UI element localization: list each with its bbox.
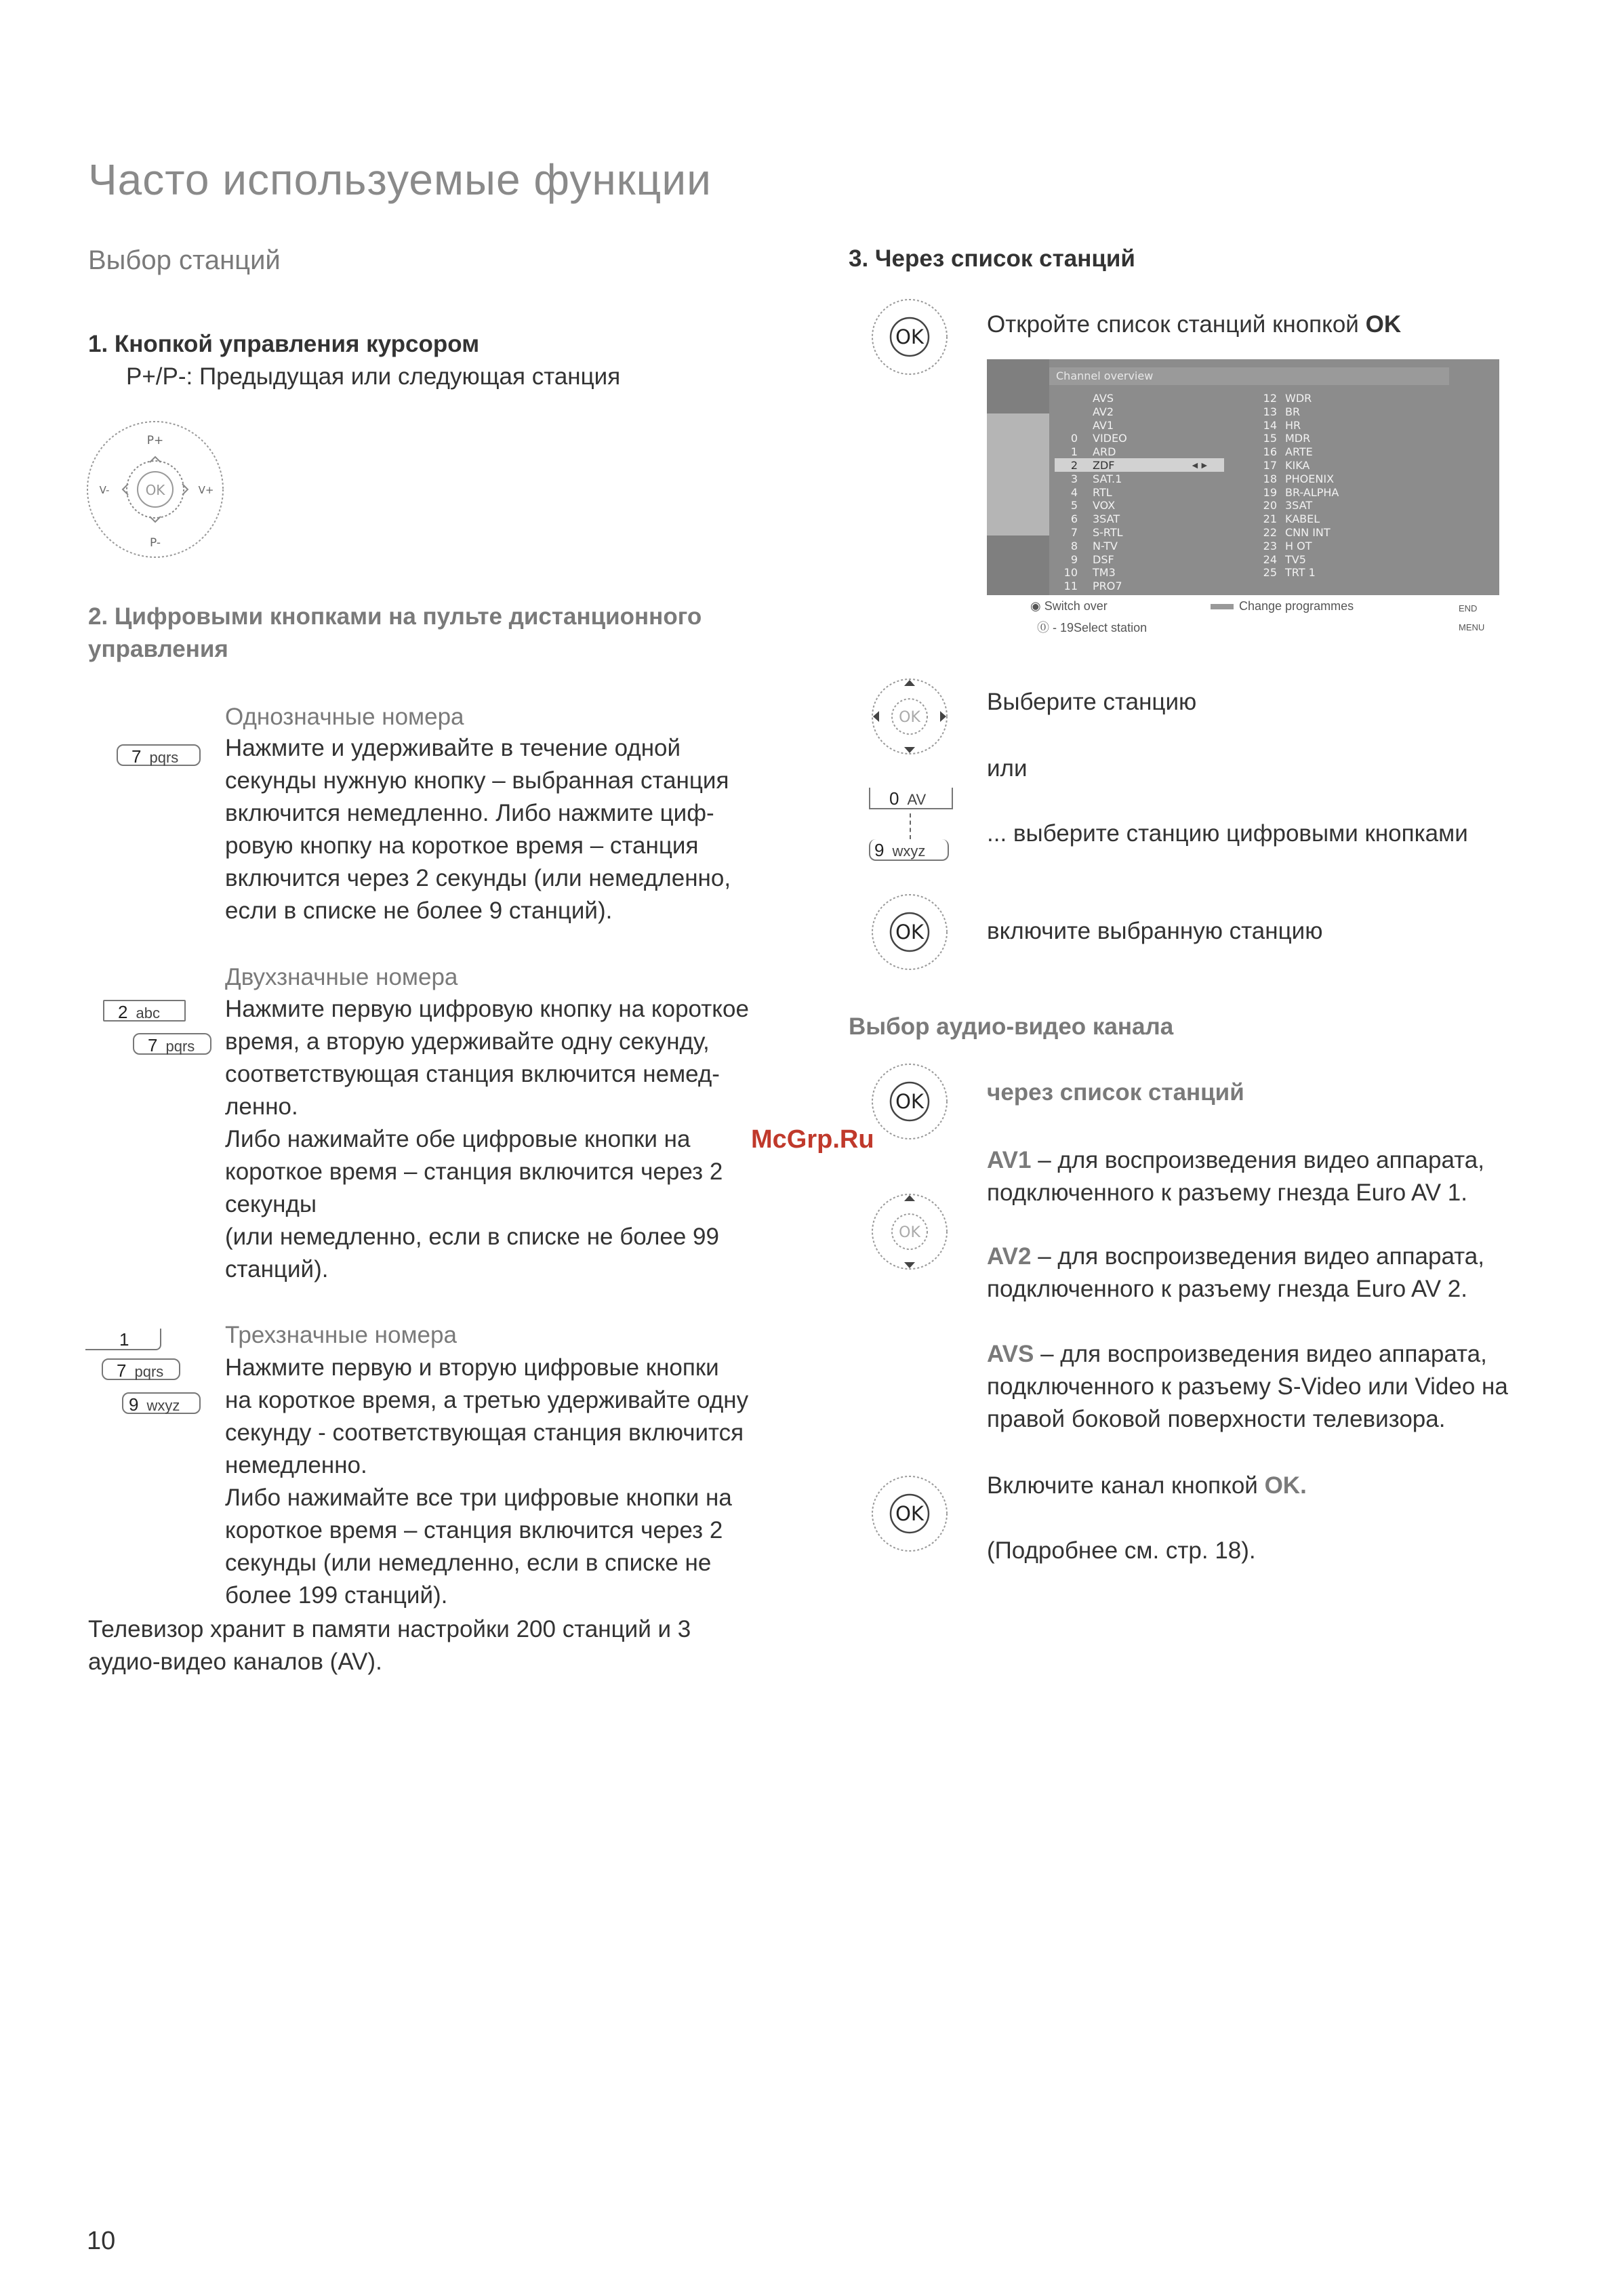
channel-number: 18 [1263,472,1277,485]
channel-name[interactable]: HR [1285,418,1301,432]
cursor-pad-right: V+ [198,484,214,496]
channel-number: 0 [1070,432,1078,445]
channel-number: 15 [1263,432,1277,445]
channel-overview-screenshot [987,359,1499,595]
channel-name[interactable]: N-TV [1093,539,1118,552]
double-digit-subheading: Двухзначные номера [225,964,458,990]
memory-note-line: аудио-видео каналов (AV). [88,1649,382,1675]
avs-label: AVS [987,1341,1034,1367]
channel-name[interactable]: VOX [1093,499,1116,512]
page-title: Часто используемые функции [88,155,712,204]
svg-text:OK: OK [899,709,920,726]
select-station-text: Выберите станцию [987,689,1197,715]
svg-text:OK: OK [895,921,924,944]
key-1 [85,1329,161,1350]
key-7-letters: pqrs [134,1363,164,1380]
item1-text: P+/P-: Предыдущая или следующая станция [126,363,621,390]
key-9-digit: 9 [874,840,885,860]
cursor-pad-left: V- [99,484,110,496]
color-key-icon [1211,604,1234,609]
key-0-letters: AV [907,791,927,808]
channel-number: 8 [1070,539,1078,552]
page-number: 10 [87,2227,116,2255]
item3-heading: 3. Через список станций [849,245,1135,272]
key-2-digit: 2 [118,1002,128,1022]
memory-note-line: Телевизор хранит в памяти настройки 200 станций и 3 [88,1616,691,1642]
svg-text:OK: OK [895,1090,924,1113]
channel-number: 7 [1070,525,1078,539]
channel-left-numbers [1063,392,1078,593]
key-7 [102,1358,180,1380]
channel-number: 4 [1070,485,1078,499]
channel-number: 24 [1263,552,1277,566]
open-list-text: Откройте список станций кнопкой [987,311,1359,338]
channel-number: 14 [1263,418,1277,432]
channel-number [1063,405,1078,419]
triple-digit-line: секунды (или немедленно, если в списке не [225,1550,712,1576]
channel-name[interactable]: H OT [1285,539,1312,552]
key-9 [869,839,949,861]
triple-digit-line: Нажмите первую и вторую цифровые кнопки [225,1354,719,1381]
legend-switch-label: Switch over [1044,599,1108,613]
switch-on-text: включите выбранную станцию [987,918,1323,944]
cursor-pad-down: P- [149,536,161,550]
single-digit-line: если в списке не более 9 станций). [225,897,613,924]
open-list-ok: OK [1365,311,1402,338]
single-digit-line: ровую кнопку на короткое время – станция [225,832,699,859]
navigation-pad-icon [870,676,950,756]
channel-number: 25 [1263,566,1277,580]
channel-name[interactable]: CNN INT [1285,525,1331,539]
triple-digit-line: на короткое время, а третью удерживайте одну [225,1387,749,1413]
channel-name[interactable]: KABEL [1285,512,1320,526]
triple-digit-line: секунду - соответствующая станция включится [225,1419,744,1446]
channel-name[interactable]: DSF [1093,552,1114,566]
channel-name[interactable]: BR-ALPHA [1285,485,1339,499]
av1-line2: подключенного к разъему гнезда Euro AV 1. [987,1179,1467,1206]
single-digit-line: включится немедленно. Либо нажмите циф- [225,800,714,826]
triple-digit-line: немедленно. [225,1452,367,1478]
double-digit-line: секунды [225,1191,317,1217]
channel-name[interactable]: ARTE [1285,445,1313,459]
channel-name[interactable]: PHOENIX [1285,472,1335,485]
av1-description [987,1144,1484,1209]
channel-number: 2 [1070,458,1078,472]
cursor-pad-up: P+ [146,434,164,447]
key-2-letters: abc [136,1005,160,1022]
legend-switch-over [1030,599,1108,613]
channel-number: 13 [1263,405,1277,418]
double-digit-line: станций). [225,1256,329,1282]
channel-number: 3 [1070,472,1078,485]
legend-menu: MENU [1459,622,1485,632]
channel-name[interactable]: WDR [1285,392,1312,405]
double-digit-line: (или немедленно, если в списке не более 99 [225,1224,719,1250]
channel-name[interactable]: 3SAT [1285,499,1313,512]
enable-channel-ok: OK. [1264,1472,1307,1499]
digit-key-icon: ⓪ [1037,621,1053,634]
open-list-instruction [987,308,1401,341]
key-9-digit: 9 [129,1394,139,1415]
single-digit-line: Нажмите и удерживайте в течение одной [225,735,681,761]
ok-button-icon [870,297,950,377]
triple-digit-text [225,1352,748,1612]
or-text: или [987,755,1028,782]
channel-name[interactable]: AVS [1093,392,1114,405]
channel-name[interactable]: KIKA [1285,458,1310,472]
avs-description [987,1338,1508,1436]
channel-name[interactable]: RTL [1093,485,1112,499]
triple-digit-line: Либо нажимайте все три цифровые кнопки на [225,1484,732,1511]
double-digit-line: Нажмите первую цифровую кнопку на короткое [225,996,749,1022]
channel-number: 23 [1263,539,1277,552]
item2-heading-line2: управления [88,636,228,662]
channel-number: 6 [1070,512,1078,526]
key-0 [869,788,953,809]
key-9 [122,1392,201,1414]
av2-description [987,1240,1484,1306]
av1-line1: – для воспроизведения видео аппарата, [1031,1147,1484,1173]
channel-overview-title: Channel overview [1049,367,1449,385]
avs-line1: – для воспроизведения видео аппарата, [1034,1341,1487,1367]
key-9-letters: wxyz [146,1397,180,1414]
channel-name[interactable]: AV1 [1093,418,1114,432]
key-range-connector [910,813,911,839]
triple-digit-subheading: Трехзначные номера [225,1322,457,1348]
ok-button-icon [870,1474,950,1554]
channel-name[interactable]: PRO7 [1093,580,1122,593]
av2-line2: подключенного к разъему гнезда Euro AV 2. [987,1276,1467,1302]
legend-select-station [1037,618,1147,636]
select-digits-text: ... выберите станцию цифровыми кнопками [987,820,1468,847]
section-title-station-select: Выбор станций [88,245,281,275]
channel-number: 11 [1063,580,1078,593]
cursor-pad [84,415,226,564]
channel-name[interactable]: TM3 [1093,566,1116,580]
av2-line1: – для воспроизведения видео аппарата, [1031,1243,1484,1270]
channel-number [1063,392,1078,405]
ok-button-icon [870,1062,950,1142]
single-digit-line: секунды нужную кнопку – выбранная станция [225,767,729,794]
ok-button-icon [870,892,950,972]
key-9-letters: wxyz [892,843,926,860]
key-7-digit: 7 [131,746,142,767]
ok-small-icon: ◉ [1030,599,1044,613]
svg-text:OK: OK [895,325,924,348]
channel-number: 9 [1070,552,1078,566]
cursor-pad-icon [84,415,226,564]
av1-label: AV1 [987,1147,1032,1173]
channel-number: 16 [1263,445,1277,459]
channel-number: 22 [1263,525,1277,539]
double-digit-line: время, а вторую удерживайте одну секунду, [225,1028,710,1055]
double-digit-line: короткое время – станция включится через 2 [225,1158,723,1185]
item2-heading-line1: 2. Цифровыми кнопками на пульте дистанционного [88,603,702,630]
key-7 [133,1033,211,1055]
enable-channel-instruction [987,1470,1307,1502]
channel-right-numbers [1258,392,1277,580]
key-7-digit: 7 [148,1035,158,1055]
legend-change-programmes [1211,599,1354,613]
key-7-digit: 7 [117,1360,127,1381]
legend-change-label: Change programmes [1239,599,1354,613]
triple-digit-line: короткое время – станция включится через 2 [225,1517,723,1543]
double-digit-line: ленно. [225,1093,298,1120]
legend-end: END [1459,603,1478,613]
key-7 [117,744,201,766]
key-7-letters: pqrs [149,749,179,766]
triple-digit-line: более 199 станций). [225,1582,448,1609]
channel-right-names [1285,392,1339,580]
select-arrows-icon: ◄► [1190,460,1209,470]
channel-number: 12 [1263,392,1277,405]
cursor-pad-ok: OK [145,482,165,498]
channel-number: 10 [1063,566,1078,580]
double-digit-text [225,993,749,1286]
navigation-pad-icon [870,1192,950,1272]
channel-number: 21 [1263,512,1277,526]
channel-name[interactable]: AV2 [1093,405,1114,418]
channel-name[interactable]: ARD [1093,445,1116,459]
channel-name[interactable]: TV5 [1285,552,1306,566]
channel-overview-preview [987,413,1049,536]
key-7-letters: pqrs [165,1038,195,1055]
channel-number: 19 [1263,485,1277,499]
channel-name-selected[interactable]: ZDF [1093,458,1115,472]
channel-number: 5 [1070,499,1078,512]
channel-name[interactable]: TRT 1 [1285,566,1316,580]
key-1-digit: 1 [119,1329,129,1350]
channel-left-names [1093,392,1127,593]
channel-number: 1 [1070,445,1078,459]
svg-text:OK: OK [895,1502,924,1525]
svg-text:OK: OK [899,1224,920,1241]
watermark: McGrp.Ru [751,1125,874,1154]
channel-name[interactable]: 3SAT [1093,512,1120,526]
memory-note [88,1613,691,1678]
via-station-list-text: через список станций [987,1079,1244,1106]
channel-number: 17 [1263,458,1277,472]
channel-name[interactable]: S-RTL [1093,525,1123,539]
channel-number: 20 [1263,499,1277,512]
key-2 [103,1000,186,1022]
avs-line2: подключенного к разъему S-Video или Video на [987,1373,1508,1400]
av2-label: AV2 [987,1243,1032,1270]
double-digit-line: соответствующая станция включится немед- [225,1061,720,1087]
single-digit-subheading: Однозначные номера [225,704,464,730]
item1-heading: 1. Кнопкой управления курсором [88,331,480,357]
double-digit-line: Либо нажимайте обе цифровые кнопки на [225,1126,691,1152]
legend-select-label: - 19Select station [1053,621,1148,634]
channel-name[interactable]: BR [1285,405,1301,418]
av-section-title: Выбор аудио-видео канала [849,1013,1174,1040]
single-digit-line: включится через 2 секунды (или немедленно, [225,865,731,891]
channel-name[interactable]: MDR [1285,432,1311,445]
avs-line3: правой боковой поверхности телевизора. [987,1406,1446,1432]
key-0-digit: 0 [889,788,899,809]
more-info-text: (Подробнее см. стр. 18). [987,1537,1256,1564]
channel-name[interactable]: SAT.1 [1093,472,1122,485]
channel-number [1063,419,1078,432]
enable-channel-text: Включите канал кнопкой [987,1472,1258,1499]
single-digit-text [225,732,731,927]
channel-name[interactable]: VIDEO [1093,432,1127,445]
